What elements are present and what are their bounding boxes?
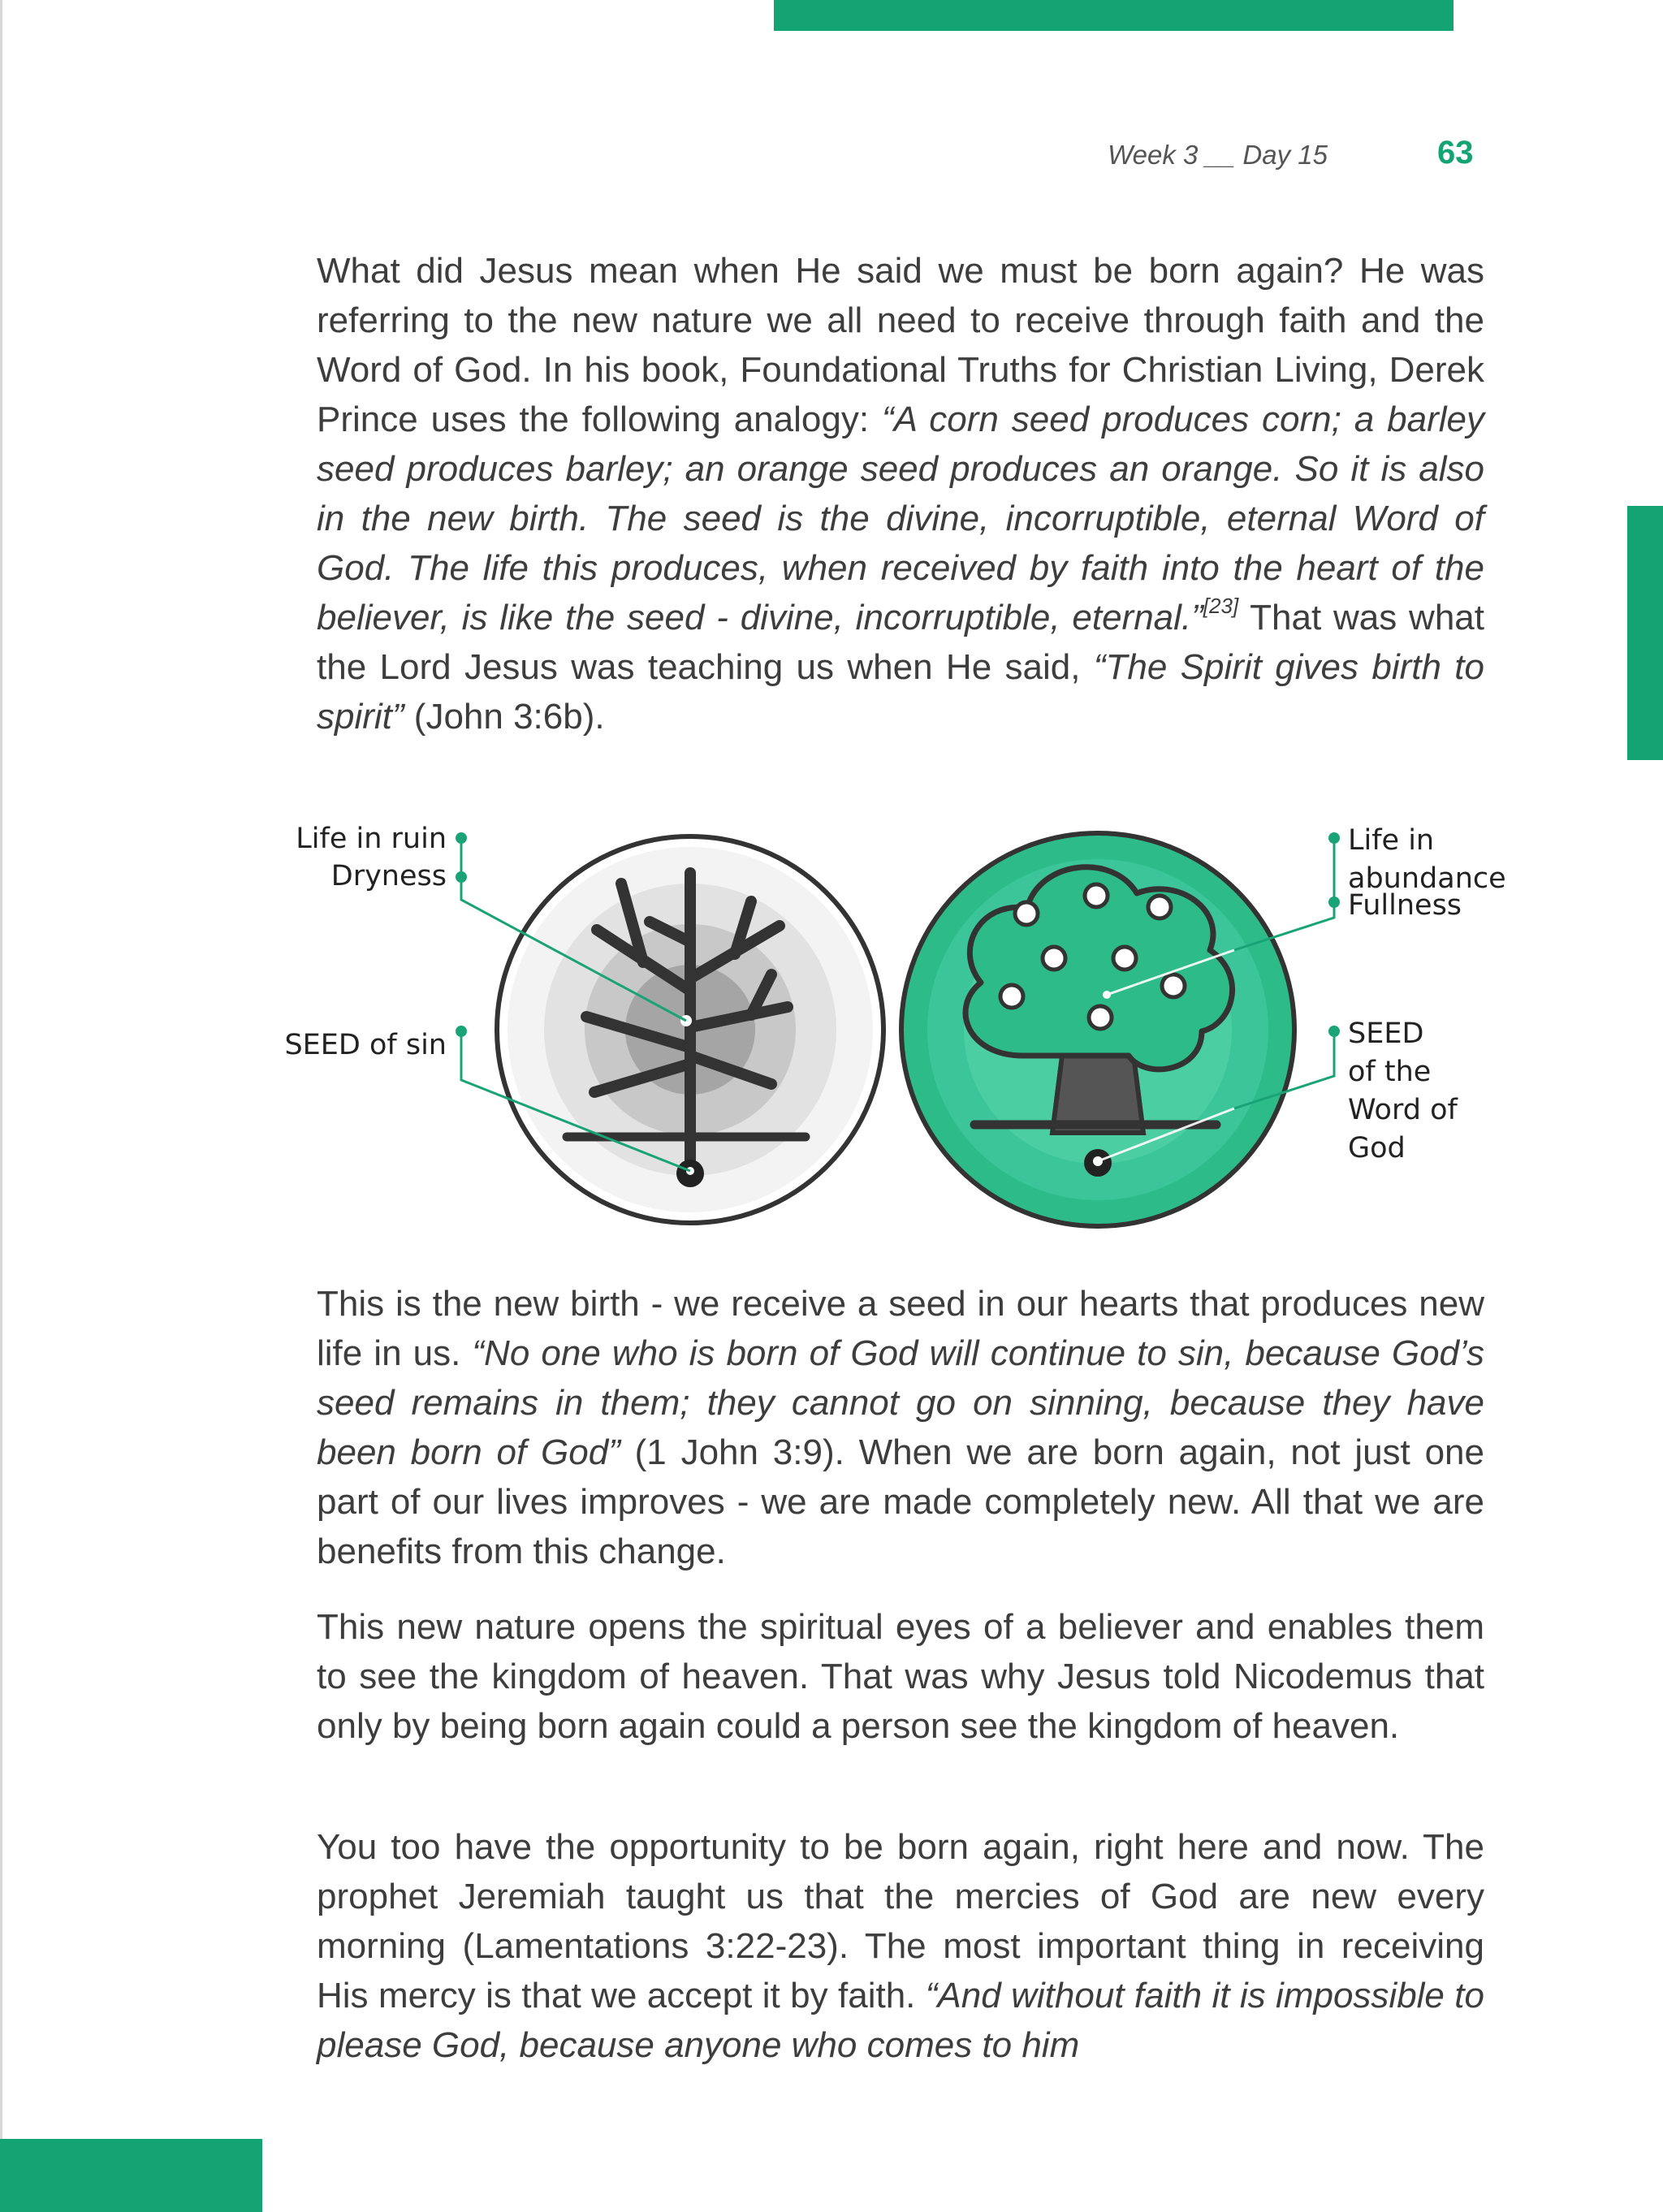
paragraph-1 (317, 246, 1484, 741)
derek-prince-quote: “A corn seed produces corn; a barley seed produces barley; an orange seed produces an orange. So it is also in the new birth. The seed is the divine, incorruptible, eternal Word of God. The life this produces, when received by faith into the heart of the believer, is like the seed - divine, incorruptible, eternal.” (317, 400, 1484, 637)
paragraph-4 (317, 1822, 1484, 2070)
paragraph-2-end: (1 John 3:9). When we are born again, not just one part of our lives improves - we are made completely new. All that we are benefits from this change. (317, 1432, 1484, 1571)
label-dryness: Dryness (330, 860, 447, 892)
paragraph-2 (317, 1279, 1484, 1576)
label-seed-word-line-3: Word of (1348, 1094, 1458, 1126)
page-number: 63 (1437, 135, 1474, 171)
hebrews-quote: “And without faith it is impossible to please God, because anyone who comes to him (317, 1976, 1484, 2065)
page-edge (0, 0, 2, 2212)
side-thumb-tab (1627, 506, 1663, 760)
footnote-ref: [23] (1203, 594, 1239, 618)
john-quote: “The Spirit gives birth to spirit” (317, 647, 1484, 737)
label-life-in-abundance: Life in abundance (1348, 824, 1506, 895)
living-tree-illustration (901, 833, 1294, 1226)
label-seed-word-line-4: God (1348, 1132, 1406, 1164)
paragraph-3 (317, 1602, 1484, 1751)
bottom-accent-bar (0, 2139, 262, 2212)
running-head: Week 3 __ Day 15 (1108, 140, 1328, 170)
paragraph-3-text: This new nature opens the spiritual eyes of a believer and enables them to see the kingdom of heaven. That was why Jesus told Nicodemus that only by being born again could a person see the kingdom of heaven. (317, 1607, 1484, 1746)
top-accent-bar (774, 0, 1454, 31)
dead-tree-illustration (497, 836, 883, 1223)
label-life-in-ruin: Life in ruin (296, 823, 447, 855)
label-seed-of-sin: SEED of sin (284, 1029, 447, 1061)
paragraph-1-middle: That was what the Lord Jesus was teaching us when He said, (317, 598, 1484, 687)
first-john-quote: “No one who is born of God will continue to sin, because God’s seed remains in them; they cannot go on sinning, because they have been born of God” (317, 1333, 1484, 1472)
label-seed-word-line-1: SEED (1348, 1017, 1424, 1050)
paragraph-2-intro: This is the new birth - we receive a seed in our hearts that produces new life in us. (317, 1284, 1484, 1373)
label-fullness: Fullness (1348, 889, 1462, 922)
paragraph-1-end: (John 3:6b). (404, 697, 605, 737)
seed-comparison-figure (284, 812, 1575, 1251)
paragraph-4-intro: You too have the opportunity to be born again, right here and now. The prophet Jeremiah taught us that the mercies of God are new every morning (Lamentations 3:22-23). The most important thing in receiving His mercy is that we accept it by faith. (317, 1827, 1484, 2015)
label-seed-word-line-2: of the (1348, 1056, 1432, 1088)
paragraph-1-intro: What did Jesus mean when He said we must be born again? He was referring to the new nature we all need to receive through faith and the Word of God. In his book, Foundational Truths for Christian Living, Derek Prince uses the following analogy: (317, 251, 1484, 439)
